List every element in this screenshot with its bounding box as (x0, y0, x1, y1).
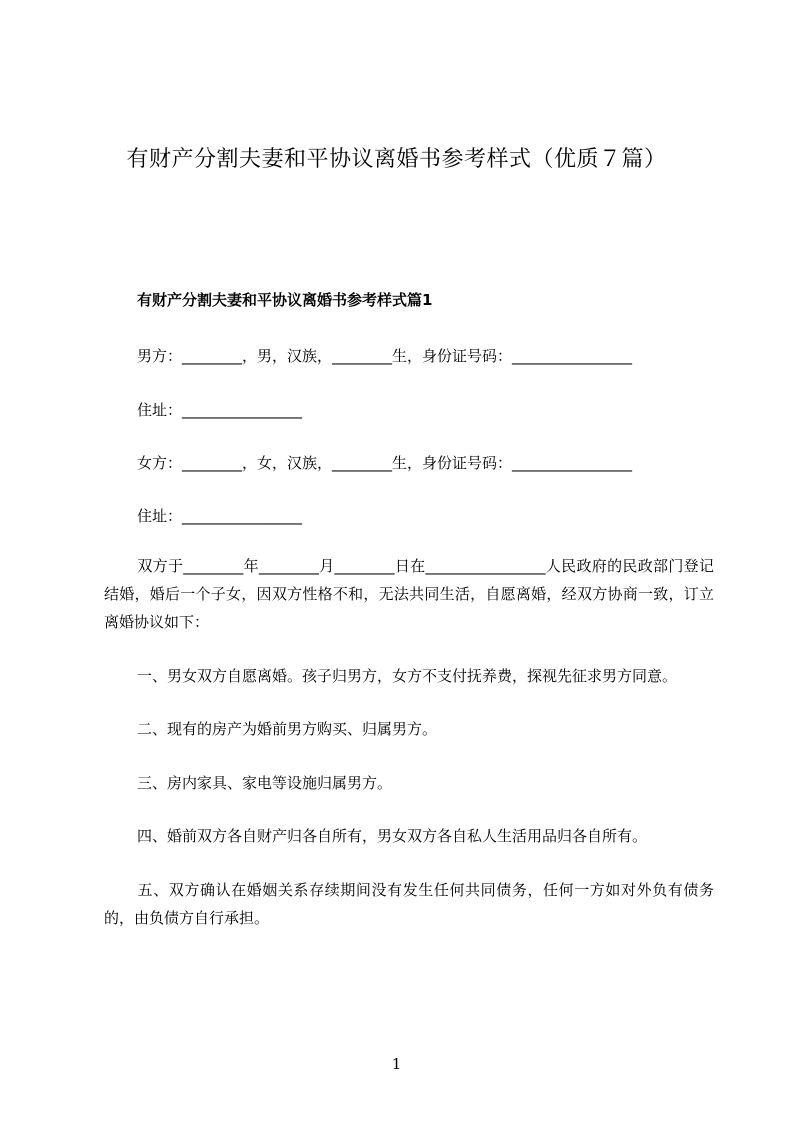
page-number: 1 (391, 1055, 402, 1073)
clause-2: 二、现有的房产为婚前男方购买、归属男方。 (137, 720, 438, 738)
document-title: 有财产分割夫妻和平协议离婚书参考样式（优质７篇） (126, 147, 667, 172)
clause-5 (104, 876, 714, 932)
clause-4: 四、婚前双方各自财产归各自所有，男女双方各自私人生活用品归各自所有。 (137, 827, 648, 845)
female-address-line: 住址：________________ (137, 507, 303, 525)
male-party-line: 男方：________，男，汉族，________生，身份证号码：________________ (137, 347, 633, 365)
clause-5-text: 五、双方确认在婚姻关系存续期间没有发生任何共同债务，任何一方如对外负有债务的，由负债方自行承担。 (104, 881, 714, 927)
female-party-line: 女方：________，女，汉族，________生，身份证号码：________________ (137, 454, 633, 472)
clause-3: 三、房内家具、家电等设施归属男方。 (137, 774, 393, 792)
section-heading: 有财产分割夫妻和平协议离婚书参考样式篇1 (137, 291, 433, 309)
preamble-text: 双方于________年________月________日在________________人民政府的民政部门登记结婚，婚后一个子女，因双方性格不和，无法共同生活，自愿离婚，经双方协商一致，订立离婚协议如下： (104, 557, 714, 631)
preamble-paragraph (104, 552, 714, 636)
clause-1: 一、男女双方自愿离婚。孩子归男方，女方不支付抚养费，探视先征求男方同意。 (137, 667, 678, 685)
male-address-line: 住址：________________ (137, 401, 303, 419)
